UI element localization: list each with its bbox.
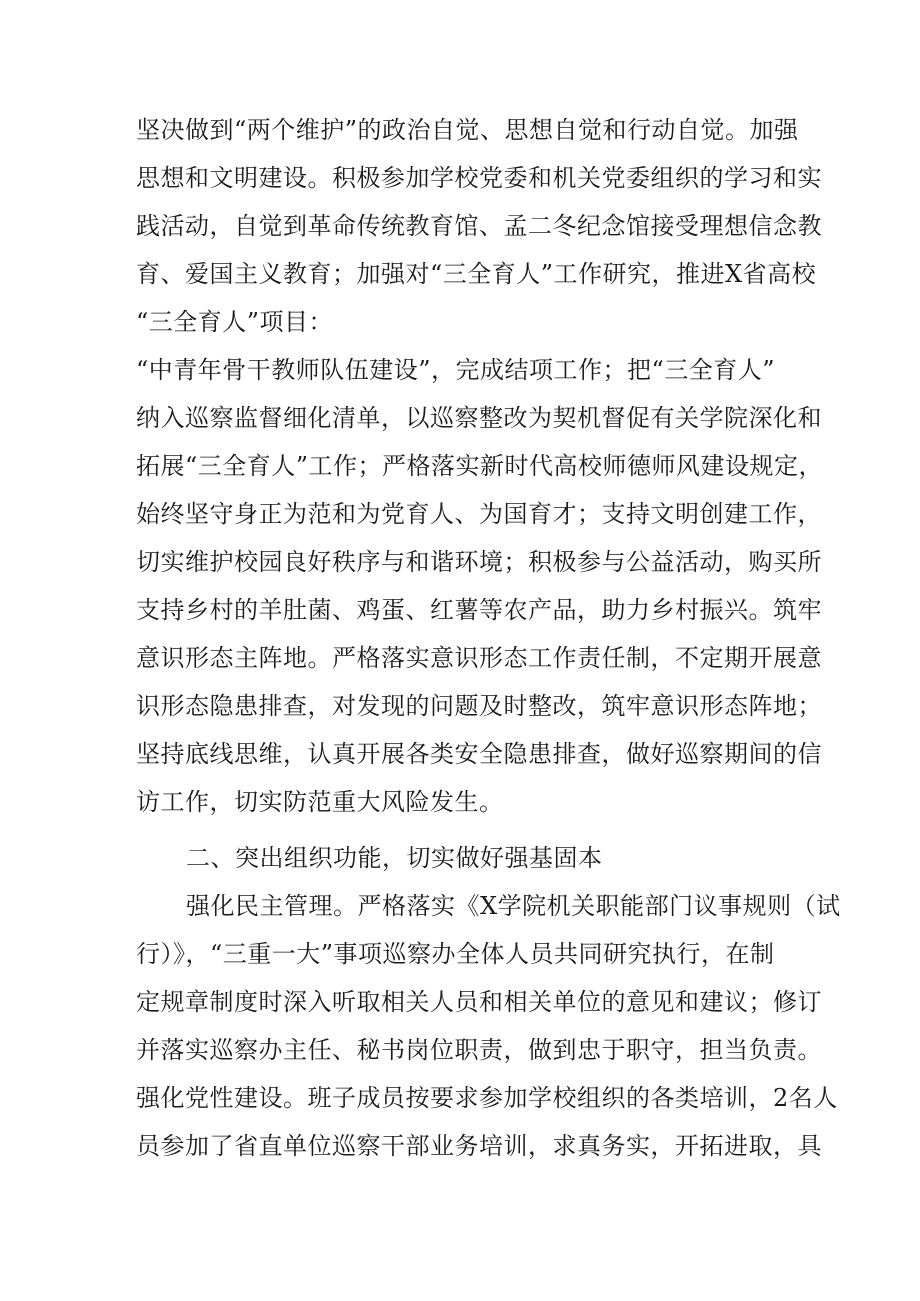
text-line: 员参加了省直单位巡察干部业务培训，求真务实，开拓进取，具 xyxy=(136,1132,822,1160)
text-line: 强化党性建设。班子成员按要求参加学校组织的各类培训，2名人 xyxy=(136,1084,838,1112)
text-line: 践活动，自觉到革命传统教育馆、孟二冬纪念馆接受理想信念教 xyxy=(136,212,822,240)
text-line: 坚决做到“两个维护”的政治自觉、思想自觉和行动自觉。加强 xyxy=(136,116,799,144)
text-line: 意识形态主阵地。严格落实意识形态工作责任制，不定期开展意 xyxy=(136,644,822,672)
text-line: 识形态隐患排查，对发现的问题及时整改，筑牢意识形态阵地； xyxy=(136,692,822,720)
text-line: 强化民主管理。严格落实《X学院机关职能部门议事规则（试 xyxy=(186,892,841,920)
text-line: 纳入巡察监督细化清单，以巡察整改为契机督促有关学院深化和 xyxy=(136,404,822,432)
text-line: 坚持底线思维，认真开展各类安全隐患排查，做好巡察期间的信 xyxy=(136,740,822,768)
text-line: 并落实巡察办主任、秘书岗位职责，做到忠于职守，担当负责。 xyxy=(136,1036,822,1064)
text-line: 定规章制度时深入听取相关人员和相关单位的意见和建议；修订 xyxy=(136,988,822,1016)
text-line: 育、爱国主义教育；加强对“三全育人”工作研究，推进X省高校 xyxy=(136,260,817,288)
section-heading: 二、突出组织功能，切实做好强基固本 xyxy=(186,844,603,872)
text-line: 始终坚守身正为范和为党育人、为国育才；支持文明创建工作， xyxy=(136,500,822,528)
text-line: 拓展“三全育人”工作；严格落实新时代高校师德师风建设规定， xyxy=(136,452,824,480)
text-line: 切实维护校园良好秩序与和谐环境；积极参与公益活动，购买所 xyxy=(136,548,822,576)
text-line: “三全育人”项目： xyxy=(136,308,334,336)
text-line: “中青年骨干教师队伍建设”，完成结项工作；把“三全育人” xyxy=(136,356,776,384)
text-line: 思想和文明建设。积极参加学校党委和机关党委组织的学习和实 xyxy=(136,164,822,192)
text-line: 行）》，“三重一大”事项巡察办全体人员共同研究执行，在制 xyxy=(136,940,775,968)
text-line: 支持乡村的羊肚菌、鸡蛋、红薯等农产品，助力乡村振兴。筑牢 xyxy=(136,596,822,624)
text-line: 访工作，切实防范重大风险发生。 xyxy=(136,788,504,816)
